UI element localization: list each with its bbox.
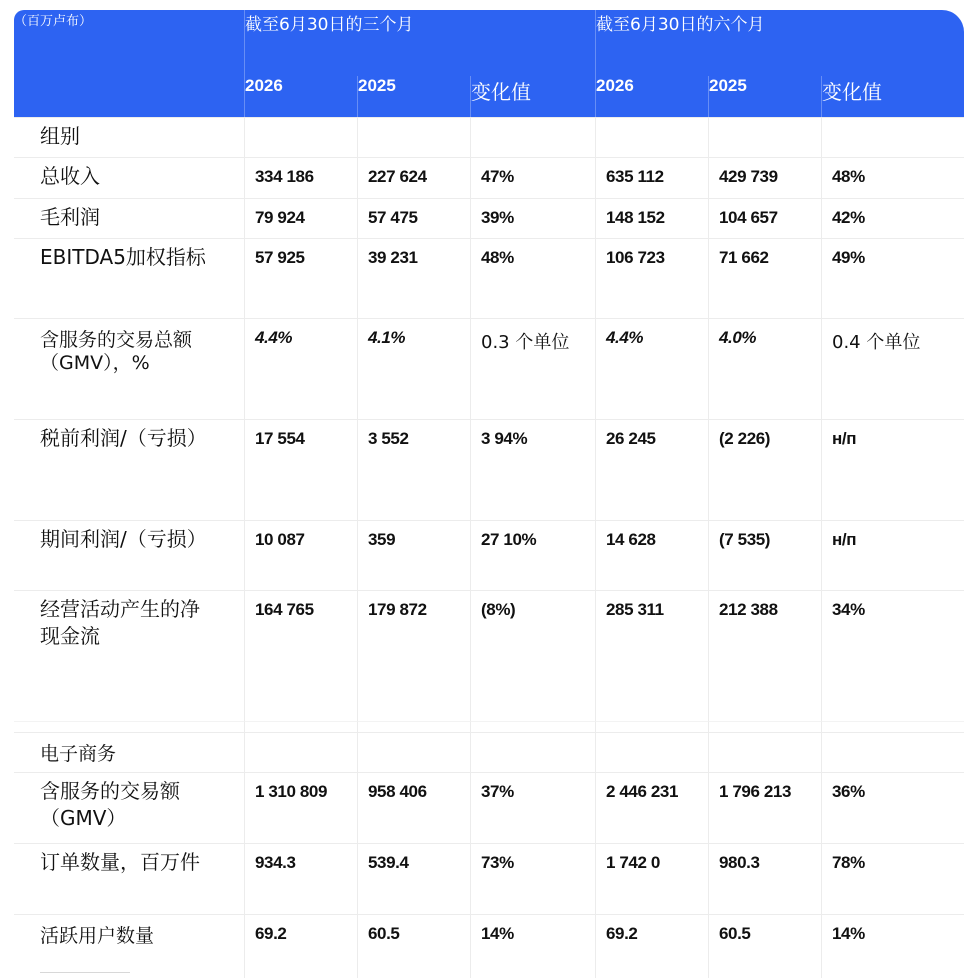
header-periods-row [14,10,964,76]
table-row-operating-cash-flow [14,590,964,721]
cell-3m-change: 3 94% [470,419,595,520]
cell-6m-2025: 104 657 [708,198,821,238]
section-title-group: 组别 [14,117,244,157]
header-columns-row [14,76,964,117]
cell-6m-change: 49% [821,238,964,318]
cell-6m-change: н/п [821,419,964,520]
cell-3m-2026: 934.3 [244,843,357,914]
label-underline [40,972,130,973]
cell-3m-2026: 69.2 [244,914,357,978]
table-row-gross-profit [14,198,964,238]
cell-3m-change: 73% [470,843,595,914]
cell-6m-change: 14% [821,914,964,978]
table-row-orders [14,843,964,914]
table-row-period-profit [14,520,964,590]
row-label: 毛利润 [14,198,244,238]
cell-3m-2025: 958 406 [357,772,470,843]
cell-6m-2026: 69.2 [595,914,708,978]
row-label: 含服务的交易额（GMV） [14,772,244,843]
table-row-total-revenue [14,157,964,198]
cell-3m-2026: 1 310 809 [244,772,357,843]
section-title-ecommerce: 电子商务 [14,732,244,772]
row-label: 活跃用户数量 [14,914,244,978]
col-6m-2025: 2025 [708,76,821,117]
cell-3m-2026: 10 087 [244,520,357,590]
cell-3m-change: 14% [470,914,595,978]
cell-3m-2025: 57 475 [357,198,470,238]
cell-3m-2025: 227 624 [357,157,470,198]
cell-3m-change: 27 10% [470,520,595,590]
cell-6m-2025: 71 662 [708,238,821,318]
col-6m-2026: 2026 [595,76,708,117]
units-label: （百万卢布） [14,10,244,76]
cell-3m-change: (8%) [470,590,595,721]
cell-6m-change: 48% [821,157,964,198]
cell-6m-change: н/п [821,520,964,590]
row-label: 订单数量，百万件 [14,843,244,914]
cell-6m-change: 0.4 个单位 [821,318,964,419]
cell-6m-2026: 635 112 [595,157,708,198]
table-row-ebitda [14,238,964,318]
cell-6m-2025: (7 535) [708,520,821,590]
cell-6m-2025: (2 226) [708,419,821,520]
row-label: 总收入 [14,157,244,198]
header-blank-cell [14,76,244,117]
cell-3m-2026: 79 924 [244,198,357,238]
section-row-ecommerce [14,732,964,772]
col-3m-2026: 2026 [244,76,357,117]
cell-3m-2026: 4.4% [244,318,357,419]
cell-6m-change: 34% [821,590,964,721]
cell-6m-2026: 1 742 0 [595,843,708,914]
cell-3m-2026: 57 925 [244,238,357,318]
cell-6m-2026: 148 152 [595,198,708,238]
section-row-group [14,117,964,157]
cell-6m-2026: 14 628 [595,520,708,590]
table-row-pretax-profit [14,419,964,520]
cell-3m-2026: 17 554 [244,419,357,520]
financial-results-table [14,10,964,978]
cell-3m-2025: 3 552 [357,419,470,520]
cell-3m-change: 37% [470,772,595,843]
cell-6m-2026: 106 723 [595,238,708,318]
table-row-gmv-percent [14,318,964,419]
row-label: 经营活动产生的净现金流 [14,590,244,721]
cell-6m-2025: 1 796 213 [708,772,821,843]
cell-3m-2025: 359 [357,520,470,590]
cell-3m-2026: 164 765 [244,590,357,721]
col-3m-2025: 2025 [357,76,470,117]
cell-6m-2025: 429 739 [708,157,821,198]
table-row-gmv [14,772,964,843]
spacer-row [14,721,964,732]
col-3m-change: 变化值 [470,76,595,117]
cell-6m-change: 36% [821,772,964,843]
row-label: EBITDA5加权指标 [14,238,244,318]
cell-3m-change: 47% [470,157,595,198]
row-label: 含服务的交易总额（GMV），% [14,318,244,419]
col-6m-change: 变化值 [821,76,964,117]
cell-3m-2025: 179 872 [357,590,470,721]
cell-3m-change: 0.3 个单位 [470,318,595,419]
cell-3m-2025: 539.4 [357,843,470,914]
cell-6m-change: 42% [821,198,964,238]
cell-6m-change: 78% [821,843,964,914]
cell-6m-2025: 60.5 [708,914,821,978]
cell-3m-change: 39% [470,198,595,238]
cell-3m-2025: 39 231 [357,238,470,318]
period-six-months-header: 截至6月30日的六个月 [595,10,964,76]
cell-3m-change: 48% [470,238,595,318]
cell-6m-2025: 212 388 [708,590,821,721]
cell-6m-2026: 26 245 [595,419,708,520]
cell-3m-2025: 60.5 [357,914,470,978]
cell-3m-2026: 334 186 [244,157,357,198]
cell-6m-2025: 4.0% [708,318,821,419]
table-row-active-users [14,914,964,978]
cell-6m-2025: 980.3 [708,843,821,914]
cell-3m-2025: 4.1% [357,318,470,419]
period-three-months-header: 截至6月30日的三个月 [244,10,595,76]
cell-6m-2026: 4.4% [595,318,708,419]
row-label: 期间利润/（亏损） [14,520,244,590]
cell-6m-2026: 285 311 [595,590,708,721]
cell-6m-2026: 2 446 231 [595,772,708,843]
row-label: 税前利润/（亏损） [14,419,244,520]
